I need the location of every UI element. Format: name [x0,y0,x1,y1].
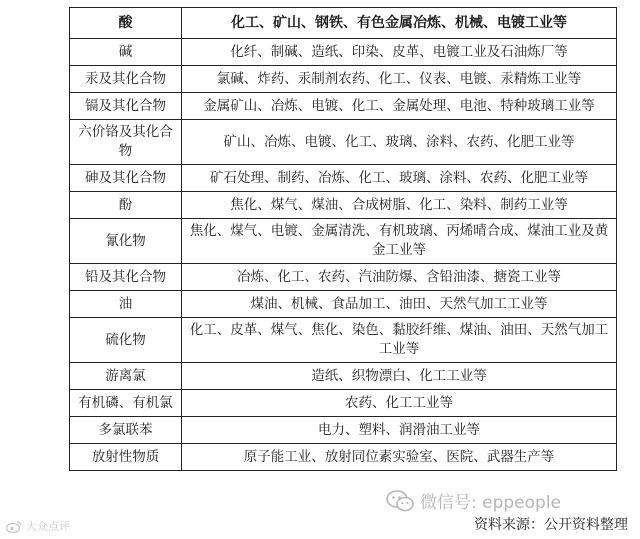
table-row [70,291,617,318]
table-row [70,444,617,471]
cell-industries: 农药、化工工业等 [182,390,617,417]
cell-substance: 镉及其化合物 [70,93,182,120]
cell-industries: 化工、皮革、煤气、焦化、染色、黏胶纤维、煤油、油田、天然气加工工业等 [182,318,617,363]
table-row [70,417,617,444]
source-note: 资料来源：公开资料整理 [474,517,628,533]
table-row [70,318,617,363]
cell-substance: 多氯联苯 [70,417,182,444]
table-row [70,363,617,390]
cell-industries: 电力、塑料、润滑油工业等 [182,417,617,444]
wechat-watermark [386,488,561,513]
table-row [70,264,617,291]
cell-substance: 碱 [70,39,182,66]
cell-industries: 金属矿山、冶炼、电镀、化工、金属处理、电池、特种玻璃工业等 [182,93,617,120]
table-row [70,120,617,165]
cell-industries: 冶炼、化工、农药、汽油防爆、含铅油漆、搪瓷工业等 [182,264,617,291]
wechat-watermark-text: 微信号: eppeople [420,493,562,513]
cell-industries: 矿山、冶炼、电镀、化工、玻璃、涂料、农药、化肥工业等 [182,120,617,165]
cell-industries: 原子能工业、放射同位素实验室、医院、武器生产等 [182,444,617,471]
cell-substance: 汞及其化合物 [70,66,182,93]
left-watermark [6,518,70,534]
cell-substance: 有机磷、有机氯 [70,390,182,417]
table-row [70,39,617,66]
table-row [70,93,617,120]
industry-pollutant-table [69,7,617,471]
cell-industries: 煤油、机械、食品加工、油田、天然气加工工业等 [182,291,617,318]
cell-industries: 矿石处理、制药、冶炼、化工、玻璃、涂料、农药、化肥工业等 [182,165,617,192]
cell-industries: 焦化、煤气、电镀、金属清洗、有机玻璃、丙烯晴合成、煤油工业及黄金工业等 [182,219,617,264]
cell-substance: 酚 [70,192,182,219]
header-industries: 化工、矿山、钢铁、有色金属冶炼、机械、电镀工业等 [182,8,617,39]
cell-industries: 氯碱、炸药、汞制剂农药、化工、仪表、电镀、汞精炼工业等 [182,66,617,93]
table-row [70,219,617,264]
cell-industries: 化纤、制碱、造纸、印染、皮革、电镀工业及石油炼厂等 [182,39,617,66]
cell-substance: 氰化物 [70,219,182,264]
header-substance: 酸 [70,8,182,39]
cell-industries: 造纸、织物漂白、化工工业等 [182,363,617,390]
cell-substance: 砷及其化合物 [70,165,182,192]
table-row [70,165,617,192]
left-watermark-text: 大众点评 [26,520,70,533]
cell-industries: 焦化、煤气、煤油、合成树脂、化工、染料、制药工业等 [182,192,617,219]
table-row [70,390,617,417]
table-header-row [70,8,617,39]
industry-pollutant-table-container [69,7,616,471]
cell-substance: 铅及其化合物 [70,264,182,291]
table-row [70,66,617,93]
cell-substance: 油 [70,291,182,318]
weibo-icon [6,520,22,533]
cell-substance: 六价铬及其化合物 [70,120,182,165]
cell-substance: 游离氯 [70,363,182,390]
cell-substance: 放射性物质 [70,444,182,471]
table-row [70,192,617,219]
wechat-icon [386,490,414,512]
cell-substance: 硫化物 [70,318,182,363]
